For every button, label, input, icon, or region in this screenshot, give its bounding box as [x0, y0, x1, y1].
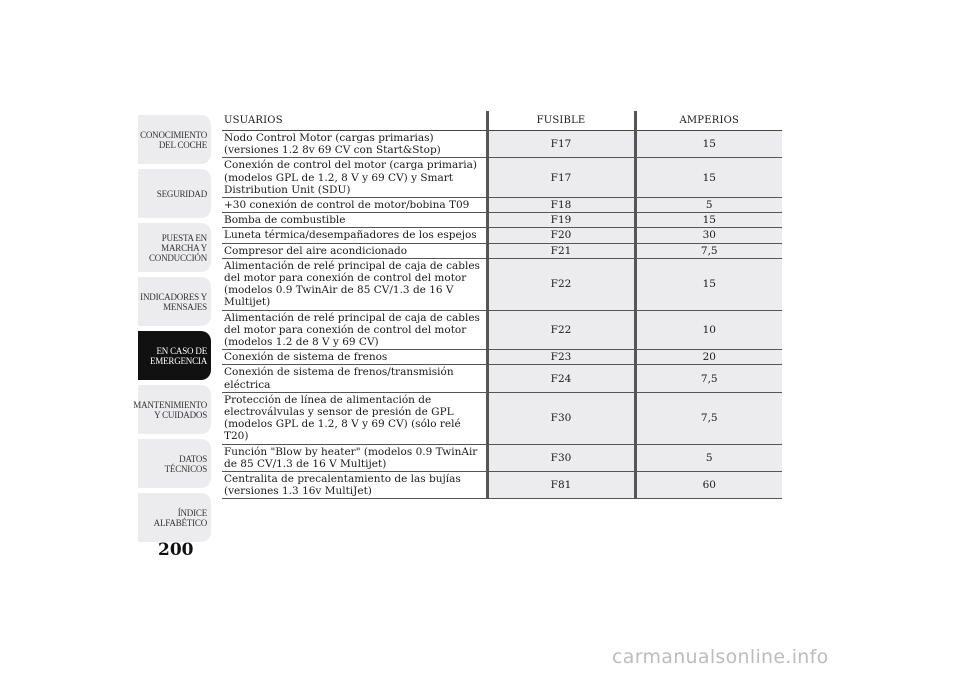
cell-amperios: 15 — [635, 131, 782, 158]
nav-tab-indice[interactable] — [138, 493, 211, 542]
cell-amperios: 15 — [635, 258, 782, 310]
nav-tab-label: MANTENIMIENTO Y CUIDADOS — [133, 399, 207, 420]
cell-usuario: Alimentación de relé principal de caja de cables del motor para conexión de control del motor (modelos 0.9 TwinAir de 85 CV/1.3 de 16 V Multijet) — [222, 258, 487, 310]
fuse-table — [222, 111, 782, 499]
nav-tab-seguridad[interactable] — [138, 169, 211, 218]
page-number: 200 — [158, 540, 194, 560]
table-row — [222, 392, 782, 444]
cell-usuario: Centralita de precalentamiento de las bujías (versiones 1.3 16v MultiJet) — [222, 472, 487, 499]
table-body — [222, 131, 782, 499]
cell-fusible: F22 — [487, 258, 635, 310]
nav-tab-label: INDICADORES Y MENSAJES — [140, 291, 207, 312]
header-usuarios: USUARIOS — [222, 111, 487, 131]
cell-amperios: 15 — [635, 213, 782, 228]
cell-amperios: 30 — [635, 228, 782, 243]
section-nav — [133, 115, 211, 547]
cell-fusible: F30 — [487, 392, 635, 444]
header-fusible: FUSIBLE — [487, 111, 635, 131]
cell-amperios: 5 — [635, 198, 782, 213]
cell-fusible: F23 — [487, 350, 635, 365]
nav-tab-label: DATOS TÉCNICOS — [164, 453, 207, 474]
cell-amperios: 20 — [635, 350, 782, 365]
cell-usuario: Luneta térmica/desempañadores de los espejos — [222, 228, 487, 243]
nav-tab-label: PUESTA EN MARCHA Y CONDUCCIÓN — [148, 232, 207, 263]
cell-amperios: 15 — [635, 158, 782, 198]
cell-fusible: F22 — [487, 310, 635, 350]
watermark-text: carmanualsonline.info — [612, 646, 829, 668]
header-amperios: AMPERIOS — [635, 111, 782, 131]
table-row — [222, 472, 782, 499]
table-row — [222, 444, 782, 471]
table-row — [222, 243, 782, 258]
cell-usuario: Alimentación de relé principal de caja de cables del motor para conexión de control del motor (modelos 1.2 de 8 V y 69 CV) — [222, 310, 487, 350]
nav-tab-label: ÍNDICE ALFABÉTICO — [153, 507, 207, 528]
cell-fusible: F24 — [487, 365, 635, 392]
table-row — [222, 350, 782, 365]
cell-usuario: Nodo Control Motor (cargas primarias) (versiones 1.2 8v 69 CV con Start&Stop) — [222, 131, 487, 158]
table-row — [222, 310, 782, 350]
nav-tab-datos-tecnicos[interactable] — [138, 439, 211, 488]
cell-amperios: 7,5 — [635, 243, 782, 258]
nav-tab-label: EN CASO DE EMERGENCIA — [150, 345, 207, 366]
cell-amperios: 5 — [635, 444, 782, 471]
table-row — [222, 198, 782, 213]
cell-usuario: Conexión de sistema de frenos/transmisión eléctrica — [222, 365, 487, 392]
nav-tab-indicadores[interactable] — [138, 277, 211, 326]
cell-fusible: F18 — [487, 198, 635, 213]
cell-fusible: F30 — [487, 444, 635, 471]
table-row — [222, 158, 782, 198]
cell-usuario: Conexión de sistema de frenos — [222, 350, 487, 365]
table-header-row — [222, 111, 782, 131]
cell-fusible: F21 — [487, 243, 635, 258]
nav-tab-puesta-en-marcha[interactable] — [138, 223, 211, 272]
cell-fusible: F17 — [487, 158, 635, 198]
table-row — [222, 213, 782, 228]
nav-tab-label: SEGURIDAD — [156, 188, 207, 199]
cell-usuario: Conexión de control del motor (carga primaria) (modelos GPL de 1.2, 8 V y 69 CV) y Smart Distribution Unit (SDU) — [222, 158, 487, 198]
cell-fusible: F17 — [487, 131, 635, 158]
cell-amperios: 60 — [635, 472, 782, 499]
cell-usuario: Compresor del aire acondicionado — [222, 243, 487, 258]
nav-tab-conocimiento[interactable] — [138, 115, 211, 164]
cell-amperios: 7,5 — [635, 392, 782, 444]
cell-usuario: Bomba de combustible — [222, 213, 487, 228]
nav-tab-mantenimiento[interactable] — [133, 385, 211, 434]
table-row — [222, 365, 782, 392]
cell-fusible: F81 — [487, 472, 635, 499]
cell-amperios: 7,5 — [635, 365, 782, 392]
cell-fusible: F19 — [487, 213, 635, 228]
nav-tab-label: CONOCIMIENTO DEL COCHE — [140, 129, 207, 150]
cell-usuario: +30 conexión de control de motor/bobina T09 — [222, 198, 487, 213]
cell-usuario: Protección de línea de alimentación de electroválvulas y sensor de presión de GPL (modelos GPL de 1.2, 8 V y 69 CV) (sólo relé T20) — [222, 392, 487, 444]
table-row — [222, 258, 782, 310]
fuse-table-container — [222, 111, 782, 499]
cell-fusible: F20 — [487, 228, 635, 243]
nav-tab-emergencia[interactable] — [138, 331, 211, 380]
cell-amperios: 10 — [635, 310, 782, 350]
table-row — [222, 228, 782, 243]
cell-usuario: Función "Blow by heater" (modelos 0.9 TwinAir de 85 CV/1.3 de 16 V Multijet) — [222, 444, 487, 471]
table-row — [222, 131, 782, 158]
